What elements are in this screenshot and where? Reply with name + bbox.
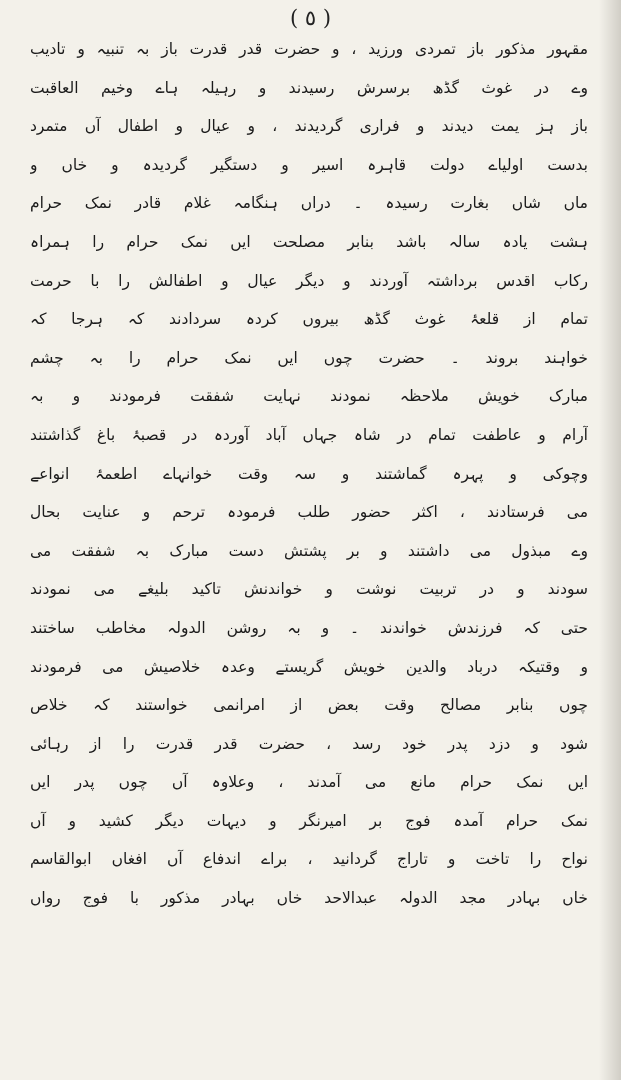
text-line: سودند و در تربیت نوشت و خواندنش تاکید بلیغے می نمودند bbox=[30, 580, 588, 599]
text-line: نواح را تاخت و تاراج گردانید ، براے اندفاع آں افغاں ابوالقاسم bbox=[30, 850, 588, 869]
body-text bbox=[30, 30, 588, 918]
text-line: باز ہز یمت دیدند و فراری گردیدند ، و عیال و اطفال آں متمرد bbox=[30, 117, 588, 136]
text-line: مقہور مذکور باز تمردی ورزید ، و حضرت قدر قدرت باز بہ تنبیہ و تادیب bbox=[30, 40, 588, 58]
text-line: ایں نمک حرام مانع می آمدند ، وعلاوہ آں چوں پدر ایں bbox=[30, 773, 588, 792]
page-number: ( ٥ ) bbox=[289, 6, 332, 30]
text-line: تمام از قلعۂ غوث گڈھ بیروں کردہ سردادند کہ ہرجا کہ bbox=[30, 310, 588, 329]
text-line: خواہند بروند ۔ حضرت چوں ایں نمک حرام را بہ چشم bbox=[30, 348, 588, 367]
text-line: وے مبذول می داشتند و بر پشتش دست مبارک بہ شفقت می bbox=[30, 541, 588, 560]
text-line: چوں بنابر مصالح وقت بعض از امرانمی خواستند کہ خلاص bbox=[30, 696, 588, 715]
text-line: رکاب اقدس برداشتہ آوردند و دیگر عیال و اطفالش را با حرمت bbox=[30, 271, 588, 290]
text-line: حتی کہ فرزندش خواندند ۔ و بہ روشن الدولہ مخاطب ساختند bbox=[30, 618, 588, 637]
text-line: آرام و عاطفت تمام در شاہ جہاں آباد آوردہ در قصبۂ باغ گذاشتند bbox=[30, 425, 588, 444]
text-line: و وقتیکہ درباد والدین خویش گریستے وعدہ خلاصیش می فرمودند bbox=[30, 657, 588, 676]
text-line: شود و دزد پدر خود رسد ، حضرت قدر قدرت را از رہائی bbox=[30, 734, 588, 753]
page-edge-shadow bbox=[599, 0, 621, 1080]
text-line: نمک حرام آمدہ فوج بر امیرنگر و دیہات دیگر کشید و آں bbox=[30, 811, 588, 830]
text-line: ماں شاں بغارت رسیدہ ۔ دراں ہنگامہ غلام قادر نمک حرام bbox=[30, 194, 588, 213]
text-line: خاں بہادر مجد الدولہ عبدالاحد خاں بہادر مذکور با فوج رواں bbox=[30, 889, 588, 908]
text-line: ہشت یادہ سالہ باشد بنابر مصلحت ایں نمک حرام را ہمراہ bbox=[30, 232, 588, 251]
text-line: وے در غوث گڈھ برسرش رسیدند و رہیلہ ہاے وخیم العاقبت bbox=[30, 78, 588, 97]
text-line: مبارک خویش ملاحظہ نمودند نہایت شفقت فرمودند و بہ bbox=[30, 387, 588, 406]
text-line: می فرستادند ، اکثر حضور طلب فرمودہ ترحم و عنایت بحال bbox=[30, 503, 588, 522]
text-line: بدست اولیاے دولت قاہرہ اسیر و دستگیر گردیدہ و خاں و bbox=[30, 155, 588, 174]
text-line: وچوکی و پہرہ گماشتند و سہ وقت خوانہاے اطعمۂ انواعے bbox=[30, 464, 588, 483]
